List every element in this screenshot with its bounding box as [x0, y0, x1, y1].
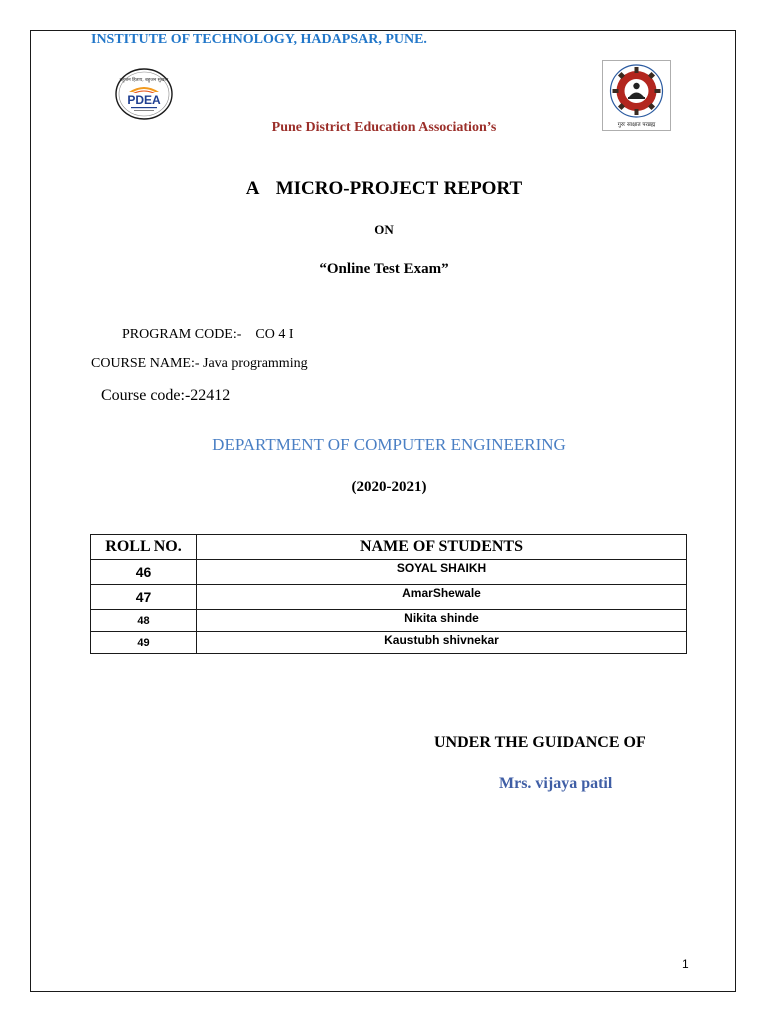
- table-row: [91, 585, 687, 610]
- program-code: PROGRAM CODE:- CO 4 I: [122, 327, 294, 342]
- roll-number: 46: [91, 560, 197, 585]
- course-code: Course code:-22412: [101, 387, 231, 404]
- student-name: AmarShewale: [197, 585, 687, 610]
- page-border: [30, 30, 736, 992]
- on-label: ON: [374, 222, 394, 237]
- course-name: COURSE NAME:- Java programming: [91, 356, 308, 371]
- student-name: Kaustubh shivnekar: [197, 632, 687, 654]
- roll-no-header: ROLL NO.: [91, 535, 197, 560]
- students-table: [90, 534, 687, 654]
- academic-year: (2020-2021): [351, 479, 427, 495]
- association-name: Pune District Education Association’s: [271, 120, 497, 135]
- guidance-label: UNDER THE GUIDANCE OF: [434, 734, 646, 751]
- student-name: Nikita shinde: [197, 610, 687, 632]
- roll-number: 48: [91, 610, 197, 632]
- table-row: [91, 560, 687, 585]
- roll-number: 47: [91, 585, 197, 610]
- table-row: [91, 632, 687, 654]
- student-name-header: NAME OF STUDENTS: [197, 535, 687, 560]
- report-title: A MICRO-PROJECT REPORT: [245, 178, 523, 199]
- page-number: 1: [682, 957, 689, 971]
- table-header-row: [91, 535, 687, 560]
- svg-text:गुरुः साक्षात परब्रह्म: गुरुः साक्षात परब्रह्म: [617, 122, 656, 128]
- department-name: DEPARTMENT OF COMPUTER ENGINEERING: [212, 435, 566, 454]
- institute-title: INSTITUTE OF TECHNOLOGY, HADAPSAR, PUNE.: [91, 32, 427, 47]
- project-title: “Online Test Exam”: [319, 261, 449, 277]
- table-row: [91, 610, 687, 632]
- pdea-logo-icon: [115, 68, 173, 120]
- roll-number: 49: [91, 632, 197, 654]
- svg-text:PDEA: PDEA: [127, 93, 161, 107]
- svg-text:बहुजन हिताय, बहुजन सुखाय: बहुजन हिताय, बहुजन सुखाय: [119, 78, 169, 83]
- student-name: SOYAL SHAIKH: [197, 560, 687, 585]
- guide-name: Mrs. vijaya patil: [499, 775, 613, 792]
